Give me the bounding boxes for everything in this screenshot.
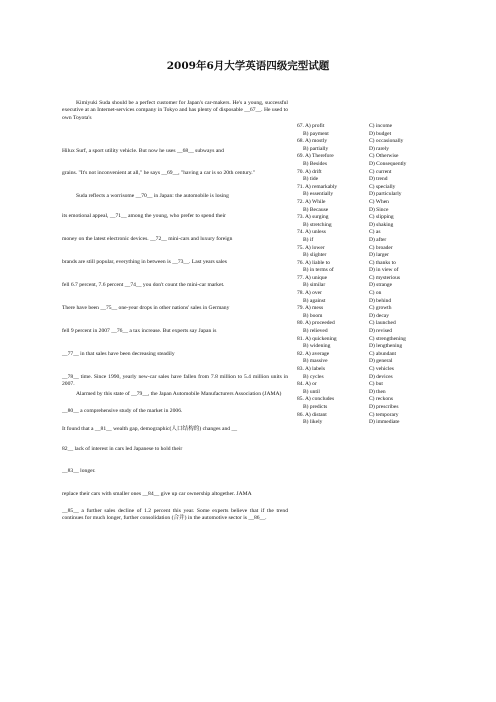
option-a: 70. A) drift: [297, 168, 322, 175]
option-a: 68. A) mostly: [297, 138, 328, 145]
option-row: [297, 199, 437, 207]
option-d: D) larger: [369, 252, 389, 259]
option-a: 67. A) profit: [297, 123, 325, 129]
option-d: D) Since: [369, 206, 389, 213]
option-a: 78. A) over: [297, 290, 322, 297]
passage-paragraph: money on the latest electronic devices. __72__ mini-cars and luxury foreign: [62, 236, 233, 242]
option-c: C) Otherwise: [369, 153, 399, 160]
option-c: C) current: [369, 168, 392, 175]
option-row: [297, 381, 437, 389]
option-b: B) Besides: [303, 160, 327, 167]
passage-paragraph: Hilux Surf, a sport utility vehicle. But now he uses __68__ subways and: [62, 148, 224, 154]
option-row: [297, 252, 437, 260]
passage-paragraph: Kimiyuki Suda should be a perfect customer for Japan's car-makers. He's a young, successful executive at an Internet-services company in Tokyo and has plenty of disposable __67__. He used to own Toyota's: [62, 100, 288, 121]
option-d: D) devices: [369, 373, 393, 380]
option-row: [297, 169, 437, 177]
option-row: [297, 138, 437, 146]
option-a: 72. A) While: [297, 198, 326, 205]
option-a: 77. A) unique: [297, 274, 328, 281]
option-d: D) particularly: [369, 191, 402, 198]
option-d: D) in view of: [369, 267, 399, 274]
option-d: D) after: [369, 236, 387, 243]
option-c: C) mysterious: [369, 274, 401, 281]
option-b: B) tide: [303, 176, 319, 183]
option-b: B) widening: [303, 343, 331, 350]
option-c: C) but: [369, 381, 383, 388]
passage-paragraph: Alarmed by this state of __79__, the Japan Automobile Manufacturers Association (JAMA): [76, 391, 282, 397]
option-a: 81. A) quickening: [297, 335, 337, 342]
passage-paragraph: its emotional appeal, __71__ among the young, who prefer to spend their: [62, 213, 226, 219]
option-a: 71. A) remarkably: [297, 183, 338, 190]
option-row: [297, 123, 437, 131]
option-b: B) essentially: [303, 191, 334, 198]
option-a: 84. A) or: [297, 381, 317, 388]
option-c: C) strengthening: [369, 335, 406, 342]
option-c: C) income: [369, 123, 393, 129]
option-d: D) trend: [369, 176, 388, 183]
option-row: [297, 343, 437, 351]
option-b: B) payment: [303, 130, 329, 137]
passage-paragraph: brands are still popular, everything in between is __73__. Last years sales: [62, 259, 227, 265]
option-c: C) abundant: [369, 350, 397, 357]
option-c: C) thanks to: [369, 259, 396, 266]
option-row: [297, 419, 437, 427]
option-d: D) behind: [369, 297, 392, 304]
document-title: 2009年6月大学英语四级完型试题: [166, 60, 330, 72]
passage-paragraph: __78__ time. Since 1990, yearly new-car sales have fallen from 7.8 million to 5.4 million units in 2007.: [62, 374, 288, 388]
option-row: [297, 328, 437, 336]
answer-options: [297, 123, 437, 427]
option-c: C) as: [369, 229, 381, 236]
option-row: [297, 358, 437, 366]
option-c: C) reckons: [369, 396, 393, 403]
option-b: B) partially: [303, 145, 329, 152]
option-c: C) occasionally: [369, 138, 404, 145]
option-row: [297, 404, 437, 412]
option-b: B) likely: [303, 419, 323, 426]
option-b: B) relieved: [303, 328, 328, 335]
passage-paragraph: replace their cars with smaller ones __84__ give up car ownership altogether. JAMA: [62, 491, 252, 497]
option-row: [297, 305, 437, 313]
option-row: [297, 229, 437, 237]
option-d: D) budget: [369, 130, 392, 137]
option-a: 86. A) distant: [297, 411, 327, 418]
option-c: C) When: [369, 198, 389, 205]
option-b: B) Because: [303, 206, 329, 213]
option-c: C) specially: [369, 183, 396, 190]
option-a: 73. A) surging: [297, 214, 329, 221]
option-b: B) massive: [303, 358, 328, 365]
passage-paragraph: grains. "It's not inconvenient at all," he says __69__, "having a car is so 20th century.": [62, 170, 255, 176]
option-row: [297, 237, 437, 245]
option-row: [297, 153, 437, 161]
option-d: D) then: [369, 388, 386, 395]
option-c: C) launched: [369, 320, 396, 327]
passage-paragraph: Suda reflects a worrisome __70__ in Japan: the automobile is losing: [76, 193, 229, 199]
option-b: B) against: [303, 297, 326, 304]
option-b: B) in terms of: [303, 267, 334, 274]
passage-paragraph: fell 6.7 percent, 7.6 percent __74__ you don't count the mini-car market.: [62, 282, 225, 288]
option-d: D) shaking: [369, 221, 394, 228]
passage-paragraph: __85__ a further sales decline of 1.2 percent this year. Some experts believe that if the trend continues for much longer, further consolidation (合并) in the automotive sector is __86__.: [62, 508, 288, 522]
option-c: C) on: [369, 290, 382, 297]
passage-paragraph: __80__ a comprehensive study of the market in 2006.: [62, 408, 183, 414]
option-c: C) broader: [369, 244, 393, 251]
option-d: D) general: [369, 358, 393, 365]
option-row: [297, 176, 437, 184]
option-a: 85. A) concludes: [297, 396, 335, 403]
option-row: [297, 267, 437, 275]
option-row: [297, 214, 437, 222]
option-d: D) decay: [369, 312, 390, 319]
option-b: B) boom: [303, 312, 323, 319]
option-a: 80. A) proceeded: [297, 320, 335, 327]
option-row: [297, 366, 437, 374]
option-row: [297, 290, 437, 298]
option-row: [297, 282, 437, 290]
option-row: [297, 245, 437, 253]
option-a: 79. A) mess: [297, 305, 324, 312]
passage-paragraph: It found that a __81__ wealth gap, demographic(人口结构的) changes and __: [62, 426, 238, 432]
passage-paragraph: __83__ longer.: [62, 468, 96, 474]
option-b: B) slighter: [303, 252, 327, 259]
passage-paragraph: 82__ lack of interest in cars led Japanese to hold their: [62, 446, 183, 452]
option-row: [297, 191, 437, 199]
passage-paragraph: fell 9 percent in 2007 __76__ a tax increase. But experts say Japan is: [62, 328, 217, 334]
option-c: C) vehicles: [369, 366, 394, 372]
option-d: D) prescribes: [369, 403, 399, 410]
option-d: D) revised: [369, 328, 393, 335]
option-d: D) lengthening: [369, 343, 403, 350]
option-a: 83. A) labels: [297, 366, 325, 372]
option-row: [297, 374, 437, 382]
option-d: D) immediate: [369, 419, 400, 426]
option-row: [297, 396, 437, 404]
option-b: B) if: [303, 236, 314, 243]
option-b: B) similar: [303, 282, 326, 289]
option-d: D) Consequently: [369, 160, 407, 167]
passage-paragraph: __77__ in that sales have been decreasing steadily: [62, 351, 175, 357]
option-c: C) slipping: [369, 214, 394, 221]
option-c: C) growth: [369, 305, 392, 312]
option-b: B) stretching: [303, 221, 332, 228]
option-a: 76. A) liable to: [297, 259, 330, 266]
option-row: [297, 207, 437, 215]
option-a: 75. A) lower: [297, 244, 325, 251]
option-row: [297, 320, 437, 328]
passage-paragraph: There have been __75__ one-year drops in other nations' sales in Germany: [62, 305, 230, 311]
option-c: C) temporary: [369, 411, 399, 418]
option-a: 82. A) average: [297, 350, 330, 357]
option-a: 69. A) Therefore: [297, 153, 334, 160]
option-a: 74. A) unless: [297, 229, 326, 236]
option-b: B) cycles: [303, 373, 324, 380]
option-row: [297, 161, 437, 169]
option-b: B) predicts: [303, 403, 328, 410]
option-b: B) until: [303, 388, 320, 395]
option-d: D) rarely: [369, 145, 390, 152]
option-d: D) strange: [369, 282, 393, 289]
